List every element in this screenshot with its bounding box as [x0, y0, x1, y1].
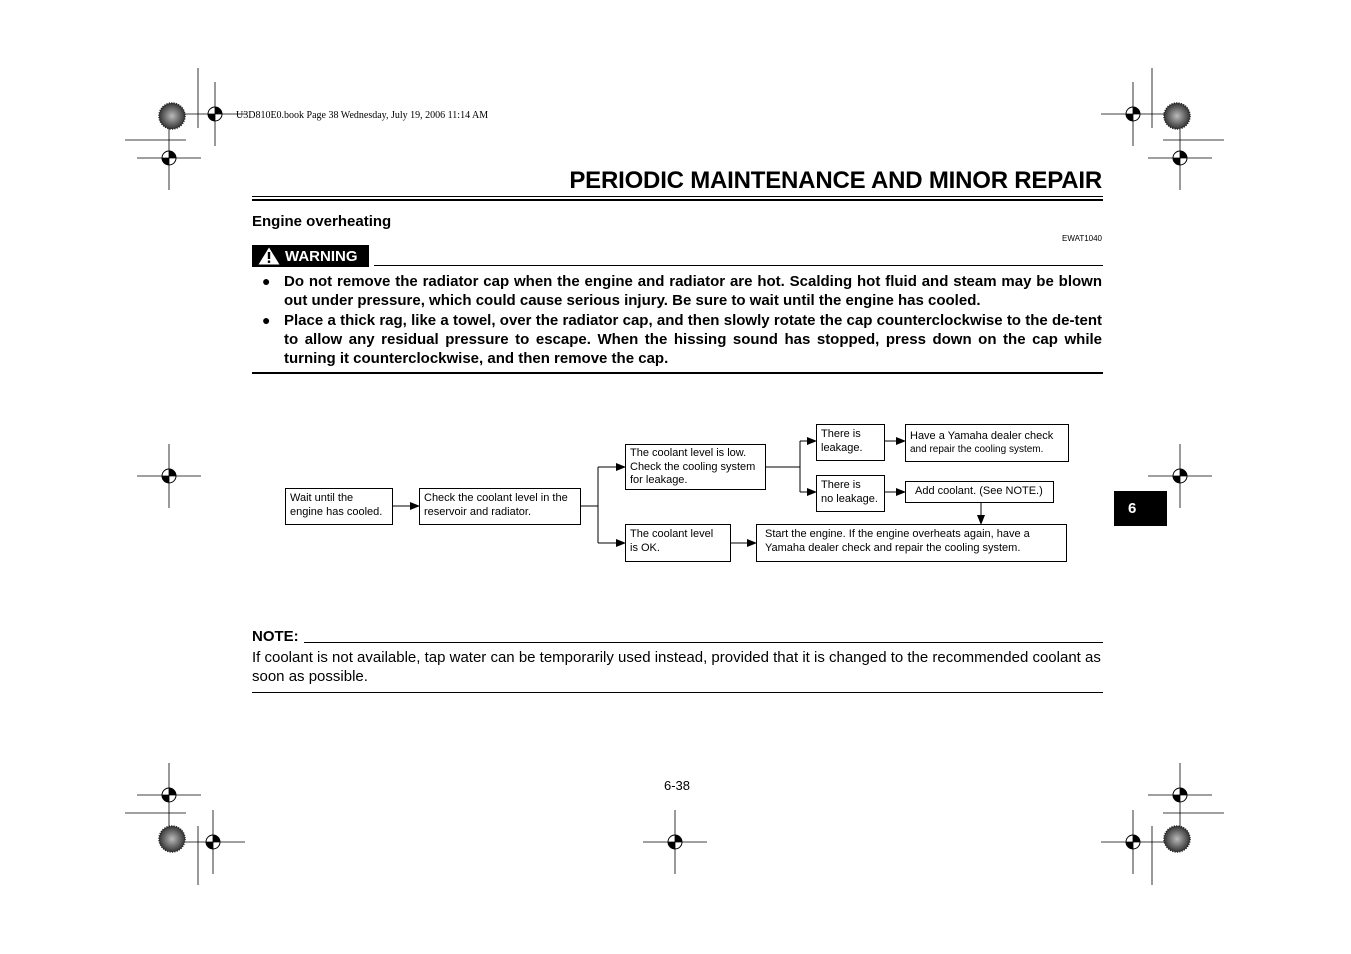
chapter-tab: 6 [1114, 491, 1167, 526]
note-text: If coolant is not available, tap water can be temporarily used instead, provided that it is changed to the recommended coolant as soon as possible. [252, 649, 1101, 685]
flow-add-coolant-box: Add coolant. (See NOTE.) [905, 481, 1054, 503]
flow-check-box: Check the coolant level in the reservoir and radiator. [419, 488, 581, 525]
print-info: U3D810E0.book Page 38 Wednesday, July 19, 2006 11:14 AM [236, 110, 489, 121]
list-item: ● Place a thick rag, like a towel, over the radiator cap, and then slowly rotate the cap counterclockwise to the de-tent to allow any residual pressure to escape. When the hissing sound has stopped, press down on the cap while turning it counterclockwise, and then remove the cap. [262, 311, 1102, 368]
note-bottom-rule [252, 692, 1103, 693]
flow-leak-box: There is leakage. [816, 424, 885, 461]
note-top-rule [304, 642, 1103, 643]
flow-wait-box: Wait until the engine has cooled. [285, 488, 393, 525]
warning-label-text: WARNING [285, 247, 358, 265]
flow-noleak-box: There is no leakage. [816, 475, 885, 512]
flow-low-box: The coolant level is low. Check the cooling system for leakage. [625, 444, 766, 490]
list-item: ● Do not remove the radiator cap when the engine and radiator are hot. Scalding hot fluid and steam may be blown out under pressure, which could cause serious injury. Be sure to wait until the engine has cooled. [262, 273, 1102, 310]
flow-ok-box: The coolant level is OK. [625, 524, 731, 562]
flow-start-box: Start the engine. If the engine overheats again, have a Yamaha dealer check and repair the cooling system. [756, 524, 1067, 562]
page-title: PERIODIC MAINTENANCE AND MINOR REPAIR [569, 167, 1102, 194]
page-number: 6-38 [664, 778, 691, 793]
flow-dealer-box: Have a Yamaha dealer check and repair the cooling system. [905, 424, 1069, 462]
note-label: NOTE: [252, 628, 299, 645]
section-subheading: Engine overheating [252, 213, 392, 230]
warning-code: EWAT1040 [1061, 234, 1102, 243]
